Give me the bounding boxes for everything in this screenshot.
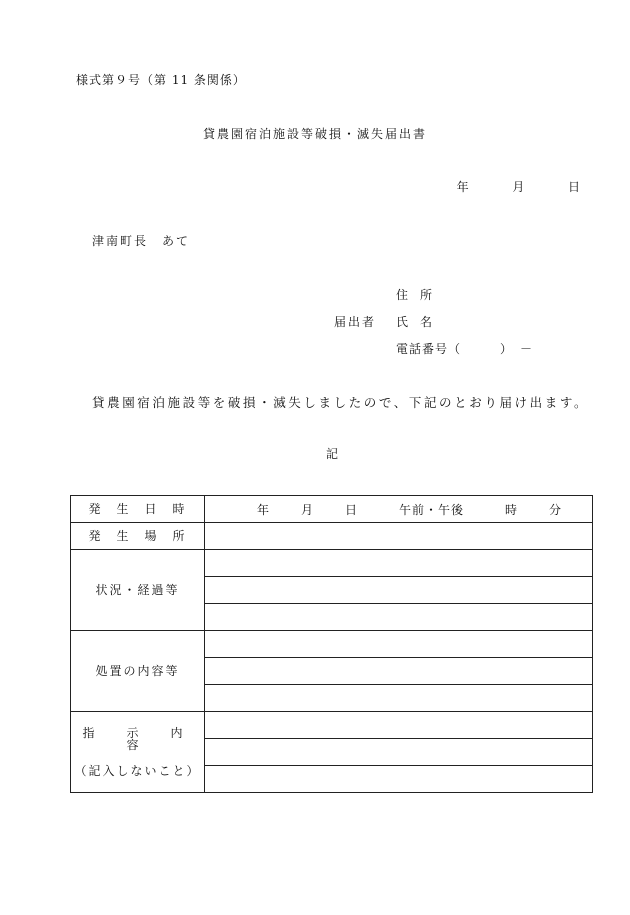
circumstances-line-3[interactable]	[205, 604, 593, 631]
address-label: 住 所	[396, 288, 433, 302]
table-row	[71, 550, 593, 577]
dt-year: 年	[257, 503, 270, 517]
instructions-line-2	[205, 739, 593, 766]
occurrence-datetime-label: 発 生 日 時	[71, 496, 205, 523]
occurrence-place-field[interactable]	[205, 523, 593, 550]
dt-ampm: 午前・午後	[399, 503, 465, 517]
date-month-label: 月	[512, 180, 525, 194]
statement: 貸農園宿泊施設等を破損・滅失しましたので、下記のとおり届け出ます。	[92, 395, 590, 410]
measures-line-3[interactable]	[205, 685, 593, 712]
name-label: 氏 名	[396, 315, 433, 329]
instructions-line-3	[205, 766, 593, 793]
table-row	[71, 712, 593, 739]
dt-hour: 時	[505, 503, 518, 517]
measures-line-2[interactable]	[205, 658, 593, 685]
record-table	[70, 495, 593, 793]
circumstances-line-2[interactable]	[205, 577, 593, 604]
date-day-label: 日	[567, 180, 580, 194]
document-title: 貸農園宿泊施設等破損・滅失届出書	[202, 127, 427, 141]
table-row	[71, 496, 593, 523]
measures-line-1[interactable]	[205, 631, 593, 658]
circumstances-line-1[interactable]	[205, 550, 593, 577]
dt-month: 月	[301, 503, 314, 517]
circumstances-label: 状況・経過等	[71, 550, 205, 631]
instructions-label	[71, 712, 215, 793]
phone-label: 電話番号（ ） －	[396, 342, 534, 356]
date-line	[457, 181, 580, 193]
form-number: 様式第９号（第 11 条関係）	[76, 73, 246, 87]
ki-heading: 記	[326, 447, 339, 461]
instructions-label-line2: （記入しないこと）	[74, 764, 201, 778]
applicant-label: 届出者	[334, 315, 377, 329]
addressee: 津南町長 あて	[92, 234, 191, 248]
measures-label: 処置の内容等	[71, 631, 205, 712]
dt-day: 日	[345, 503, 358, 517]
occurrence-place-label: 発 生 場 所	[71, 523, 205, 550]
date-year-label: 年	[456, 180, 469, 194]
instructions-label-line1: 指 示 内 容	[82, 726, 215, 752]
table-row	[71, 631, 593, 658]
occurrence-datetime-field[interactable]	[205, 496, 593, 523]
dt-minute: 分	[549, 503, 562, 517]
table-row	[71, 523, 593, 550]
instructions-line-1	[205, 712, 593, 739]
